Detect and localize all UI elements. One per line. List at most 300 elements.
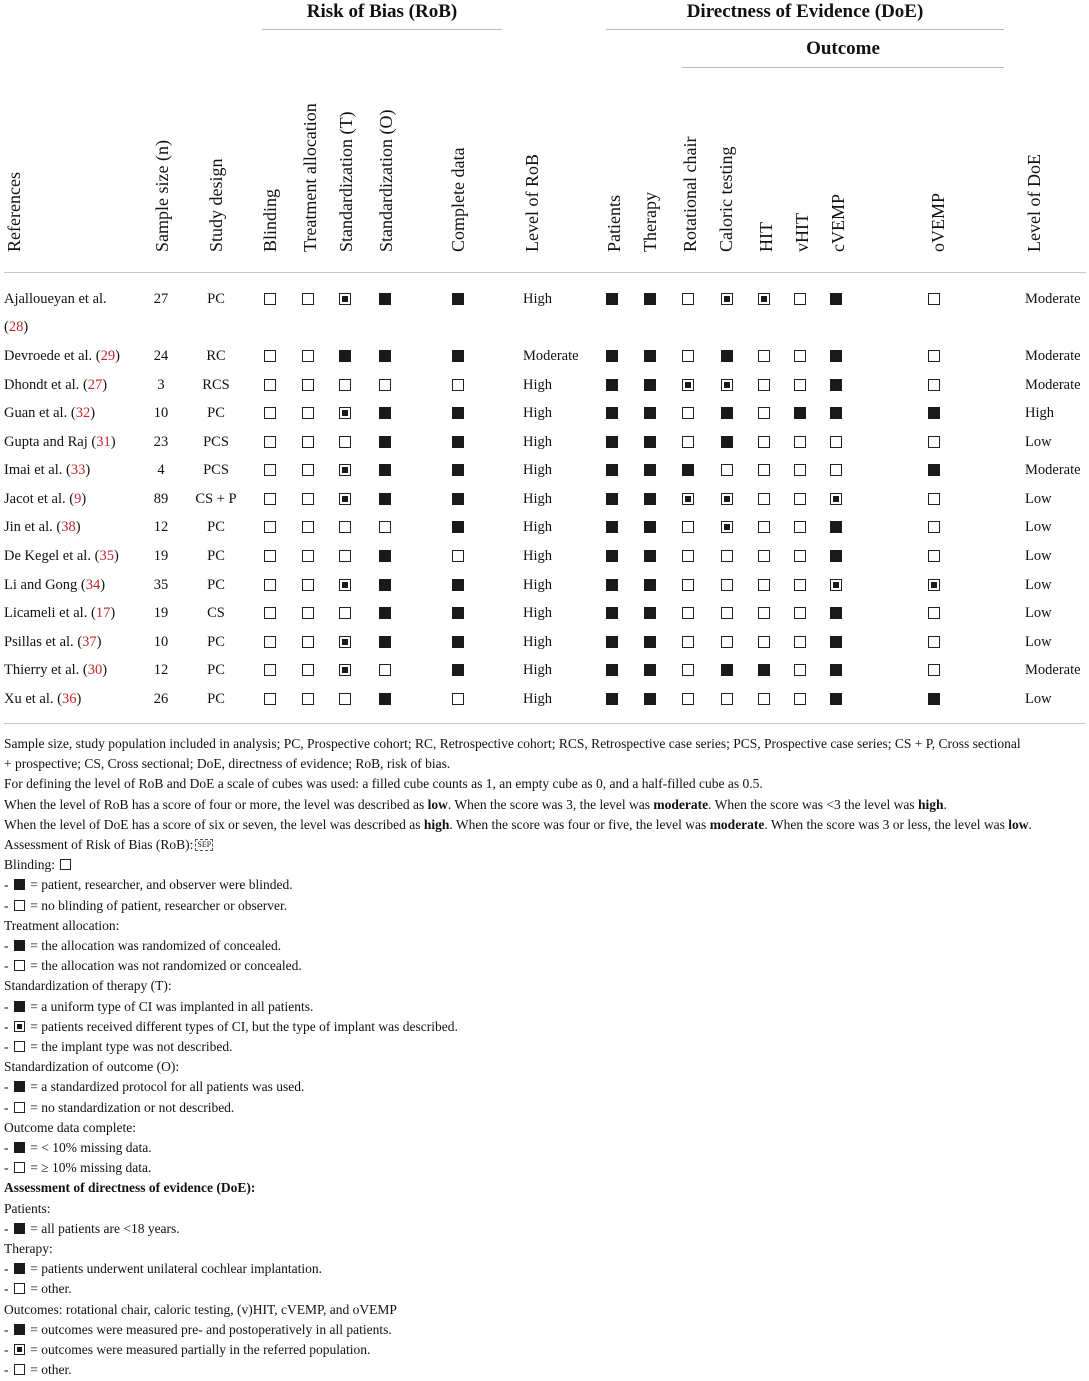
filled-cube-icon bbox=[379, 636, 391, 648]
empty-cube-icon bbox=[339, 379, 351, 391]
empty-cube-icon bbox=[452, 550, 464, 562]
empty-cube-icon bbox=[794, 579, 806, 591]
filled-cube-icon bbox=[379, 693, 391, 705]
reference-author: Psillas et al. bbox=[4, 634, 74, 650]
empty-cube-icon bbox=[264, 550, 276, 562]
empty-cube-icon bbox=[682, 664, 694, 676]
filled-cube-icon bbox=[606, 379, 618, 391]
col-header-level_rob: Level of RoB bbox=[522, 154, 542, 252]
citation-link[interactable]: 17 bbox=[95, 605, 111, 621]
empty-cube-icon bbox=[302, 350, 314, 362]
filled-cube-icon bbox=[379, 436, 391, 448]
empty-cube-icon bbox=[302, 693, 314, 705]
allocation-heading: Treatment allocation: bbox=[4, 917, 120, 933]
study-design-cell: PCS bbox=[203, 434, 229, 450]
half-cube-icon bbox=[339, 293, 351, 305]
outcomes-heading: Outcomes: rotational chair, caloric testing, (v)HIT, cVEMP, and oVEMP bbox=[4, 1301, 397, 1317]
filled-cube-icon bbox=[644, 436, 656, 448]
empty-cube-icon bbox=[264, 493, 276, 505]
level-rob-cell: High bbox=[523, 548, 552, 564]
empty-cube-icon bbox=[452, 693, 464, 705]
level-doe-cell: Moderate bbox=[1025, 348, 1081, 364]
empty-cube-icon bbox=[339, 436, 351, 448]
level-rob-cell: High bbox=[523, 405, 552, 421]
half-cube-icon bbox=[682, 379, 694, 391]
col-header-cal: Caloric testing bbox=[716, 146, 736, 252]
empty-cube-icon bbox=[264, 664, 276, 676]
header-rule bbox=[4, 272, 1086, 273]
study-design-cell: PCS bbox=[203, 462, 229, 478]
std-therapy-full-item: - = a uniform type of CI was implanted in all patients. bbox=[4, 998, 314, 1014]
filled-cube-icon bbox=[379, 464, 391, 476]
empty-cube-icon bbox=[682, 293, 694, 305]
study-design-cell: CS + P bbox=[195, 491, 237, 507]
std-outcome-empty-item: - = no standardization or not described. bbox=[4, 1099, 235, 1115]
empty-cube-icon bbox=[264, 436, 276, 448]
rob-heading: Assessment of Risk of Bias (RoB): SEP bbox=[4, 837, 212, 853]
table-footnotes bbox=[4, 734, 1086, 1381]
filled-cube-icon bbox=[644, 493, 656, 505]
half-cube-icon bbox=[928, 579, 940, 591]
abbrev-line-2: + prospective; CS, Cross sectional; DoE, directness of evidence; RoB, risk of bias. bbox=[4, 756, 451, 772]
std-outcome-full-item: - = a standardized protocol for all patients was used. bbox=[4, 1079, 305, 1095]
reference-author: Licameli et al. bbox=[4, 605, 88, 621]
study-design-cell: RCS bbox=[202, 377, 230, 393]
empty-cube-icon bbox=[302, 379, 314, 391]
reference-author: Xu et al. bbox=[4, 691, 54, 707]
empty-cube-icon bbox=[264, 379, 276, 391]
filled-cube-icon bbox=[644, 350, 656, 362]
empty-cube-icon bbox=[721, 693, 733, 705]
empty-cube-icon bbox=[14, 1283, 25, 1294]
filled-cube-icon bbox=[606, 550, 618, 562]
col-header-rot: Rotational chair bbox=[680, 136, 700, 252]
filled-cube-icon bbox=[794, 407, 806, 419]
empty-cube-icon bbox=[264, 464, 276, 476]
empty-cube-icon bbox=[682, 436, 694, 448]
empty-cube-icon bbox=[758, 521, 770, 533]
empty-cube-icon bbox=[794, 607, 806, 619]
rob-rule-note: When the level of RoB has a score of four or more, the level was described as low. When the score was 3, the level was moderate. When the score was <3 the level was high. bbox=[4, 796, 947, 812]
citation-link[interactable]: 38 bbox=[61, 519, 76, 535]
reference-author: Ajalloueyan et al. bbox=[4, 291, 107, 307]
std-therapy-empty-item: - = the implant type was not described. bbox=[4, 1039, 233, 1055]
reference-cell: Imai et al. (33) bbox=[4, 462, 91, 478]
empty-cube-icon bbox=[14, 1162, 25, 1173]
citation-link[interactable]: 27 bbox=[87, 377, 103, 393]
level-rob-cell: High bbox=[523, 462, 552, 478]
study-design-cell: PC bbox=[207, 405, 225, 421]
reference-author: Li and Gong bbox=[4, 577, 78, 593]
empty-cube-icon bbox=[302, 464, 314, 476]
allocation-full-item: - = the allocation was randomized of concealed. bbox=[4, 938, 282, 954]
study-design-cell: PC bbox=[207, 291, 225, 307]
col-header-hit: HIT bbox=[756, 222, 776, 252]
filled-cube-icon bbox=[644, 521, 656, 533]
reference-author: Jin et al. bbox=[4, 519, 53, 535]
empty-cube-icon bbox=[758, 350, 770, 362]
empty-cube-icon bbox=[682, 636, 694, 648]
empty-cube-icon bbox=[794, 636, 806, 648]
filled-cube-icon bbox=[830, 407, 842, 419]
empty-cube-icon bbox=[339, 550, 351, 562]
filled-cube-icon bbox=[721, 436, 733, 448]
filled-cube-icon bbox=[721, 350, 733, 362]
filled-cube-icon bbox=[14, 1001, 25, 1012]
level-rob-cell: High bbox=[523, 605, 552, 621]
col-header-n: Sample size (n) bbox=[152, 140, 172, 252]
citation-link[interactable]: 36 bbox=[62, 691, 77, 707]
empty-cube-icon bbox=[928, 493, 940, 505]
level-doe-cell: Moderate bbox=[1025, 291, 1081, 307]
level-doe-cell: Low bbox=[1025, 577, 1052, 593]
empty-cube-icon bbox=[682, 607, 694, 619]
filled-cube-icon bbox=[644, 550, 656, 562]
filled-cube-icon bbox=[830, 550, 842, 562]
reference-cell: Licameli et al. (17) bbox=[4, 605, 116, 621]
empty-cube-icon bbox=[264, 636, 276, 648]
outcome-group-label: Outcome bbox=[806, 38, 880, 59]
std-therapy-half-item: - = patients received different types of CI, but the type of implant was described. bbox=[4, 1018, 458, 1034]
empty-cube-icon bbox=[758, 550, 770, 562]
empty-cube-icon bbox=[302, 636, 314, 648]
empty-cube-icon bbox=[682, 407, 694, 419]
complete-heading: Outcome data complete: bbox=[4, 1119, 136, 1135]
level-rob-cell: High bbox=[523, 634, 552, 650]
filled-cube-icon bbox=[379, 550, 391, 562]
filled-cube-icon bbox=[606, 407, 618, 419]
study-design-cell: CS bbox=[207, 605, 225, 621]
filled-cube-icon bbox=[452, 664, 464, 676]
col-header-std_o: Standardization (O) bbox=[376, 109, 396, 252]
filled-cube-icon bbox=[379, 607, 391, 619]
sample-size-cell: 10 bbox=[153, 405, 169, 421]
empty-cube-icon bbox=[758, 464, 770, 476]
filled-cube-icon bbox=[379, 579, 391, 591]
empty-cube-icon bbox=[758, 636, 770, 648]
filled-cube-icon bbox=[379, 350, 391, 362]
filled-cube-icon bbox=[830, 636, 842, 648]
citation-link[interactable]: 33 bbox=[70, 462, 86, 478]
empty-cube-icon bbox=[682, 579, 694, 591]
filled-cube-icon bbox=[644, 407, 656, 419]
abbrev-line-1: Sample size, study population included in analysis; PC, Prospective cohort; RC, Retrospective cohort; RCS, Retrospective case series; PCS, Prospective case series; CS + P, Cross sectional bbox=[4, 736, 1021, 751]
filled-cube-icon bbox=[830, 293, 842, 305]
empty-cube-icon bbox=[794, 350, 806, 362]
level-rob-cell: High bbox=[523, 519, 552, 535]
reference-cell: Psillas et al. (37) bbox=[4, 634, 102, 650]
rob-group-rule bbox=[262, 29, 502, 30]
table-bottom-rule bbox=[4, 723, 1086, 724]
half-cube-icon bbox=[339, 579, 351, 591]
filled-cube-icon bbox=[14, 940, 25, 951]
std-therapy-heading: Standardization of therapy (T): bbox=[4, 978, 172, 994]
empty-cube-icon bbox=[264, 350, 276, 362]
filled-cube-icon bbox=[644, 379, 656, 391]
col-header-therapy: Therapy bbox=[640, 192, 660, 252]
filled-cube-icon bbox=[606, 693, 618, 705]
empty-cube-icon bbox=[682, 693, 694, 705]
empty-cube-icon bbox=[928, 550, 940, 562]
filled-cube-icon bbox=[721, 664, 733, 676]
empty-cube-icon bbox=[264, 607, 276, 619]
empty-cube-icon bbox=[379, 521, 391, 533]
reference-author: Devroede et al. bbox=[4, 348, 93, 364]
filled-cube-icon bbox=[682, 464, 694, 476]
filled-cube-icon bbox=[721, 407, 733, 419]
col-header-ref: References bbox=[4, 172, 24, 252]
filled-cube-icon bbox=[606, 436, 618, 448]
doe-group-rule bbox=[606, 29, 1004, 30]
doe-group-label: Directness of Evidence (DoE) bbox=[686, 1, 924, 22]
citation-link[interactable]: 31 bbox=[96, 434, 111, 450]
reference-cell: Thierry et al. (30) bbox=[4, 662, 108, 678]
col-header-vhit: vHIT bbox=[792, 213, 812, 252]
empty-cube-icon bbox=[339, 607, 351, 619]
reference-cell: Xu et al. (36) bbox=[4, 691, 82, 707]
level-doe-cell: Low bbox=[1025, 548, 1052, 564]
empty-cube-icon bbox=[794, 693, 806, 705]
empty-cube-icon bbox=[928, 636, 940, 648]
level-doe-cell: Low bbox=[1025, 519, 1052, 535]
half-cube-icon bbox=[339, 407, 351, 419]
reference-author: De Kegel et al. bbox=[4, 548, 91, 564]
empty-cube-icon bbox=[302, 521, 314, 533]
outcomes-empty-item: - = other. bbox=[4, 1362, 72, 1378]
empty-cube-icon bbox=[682, 550, 694, 562]
citation-link[interactable]: 34 bbox=[85, 577, 101, 593]
filled-cube-icon bbox=[379, 407, 391, 419]
filled-cube-icon bbox=[606, 293, 618, 305]
empty-cube-icon bbox=[928, 436, 940, 448]
empty-cube-icon bbox=[264, 693, 276, 705]
sample-size-cell: 19 bbox=[153, 548, 169, 564]
level-doe-cell: Moderate bbox=[1025, 662, 1081, 678]
reference-cell: Gupta and Raj (31) bbox=[4, 434, 116, 450]
level-doe-cell: Moderate bbox=[1025, 377, 1081, 393]
reference-author: Guan et al. bbox=[4, 405, 68, 421]
empty-cube-icon bbox=[794, 293, 806, 305]
outcomes-full-item: - = outcomes were measured pre- and postoperatively in all patients. bbox=[4, 1321, 392, 1337]
empty-cube-icon bbox=[721, 579, 733, 591]
reference-cell: Guan et al. (32) bbox=[4, 405, 96, 421]
study-design-cell: PC bbox=[207, 519, 225, 535]
half-cube-icon bbox=[14, 1344, 25, 1355]
empty-cube-icon bbox=[928, 664, 940, 676]
col-header-std_t: Standardization (T) bbox=[336, 111, 356, 252]
citation-link[interactable]: 29 bbox=[100, 348, 116, 364]
empty-cube-icon bbox=[264, 293, 276, 305]
sample-size-cell: 4 bbox=[157, 462, 165, 478]
empty-cube-icon bbox=[302, 664, 314, 676]
level-rob-cell: High bbox=[523, 491, 552, 507]
empty-cube-icon bbox=[14, 960, 25, 971]
therapy-empty-item: - = other. bbox=[4, 1281, 72, 1297]
half-cube-icon bbox=[339, 464, 351, 476]
filled-cube-icon bbox=[14, 1142, 25, 1153]
filled-cube-icon bbox=[14, 1324, 25, 1335]
filled-cube-icon bbox=[830, 379, 842, 391]
empty-cube-icon bbox=[758, 493, 770, 505]
blinding-heading: Blinding: bbox=[4, 855, 1086, 875]
sample-size-cell: 12 bbox=[153, 519, 169, 535]
col-header-allocation: Treatment allocation bbox=[300, 103, 320, 252]
sample-size-cell: 3 bbox=[157, 377, 165, 393]
reference-cell: Devroede et al. (29) bbox=[4, 348, 120, 364]
col-header-ovemp: oVEMP bbox=[928, 192, 948, 252]
filled-cube-icon bbox=[606, 607, 618, 619]
filled-cube-icon bbox=[606, 636, 618, 648]
filled-cube-icon bbox=[644, 464, 656, 476]
half-cube-icon bbox=[830, 579, 842, 591]
reference-cell: Dhondt et al. (27) bbox=[4, 377, 108, 393]
filled-cube-icon bbox=[644, 664, 656, 676]
filled-cube-icon bbox=[644, 693, 656, 705]
doe-rule-note: When the level of DoE has a score of six or seven, the level was described as high. When the score was four or five, the level was moderate. When the score was 3 or less, the level was low. bbox=[4, 816, 1032, 832]
reference-cell: Jin et al. (38) bbox=[4, 519, 81, 535]
empty-cube-icon bbox=[379, 379, 391, 391]
sample-size-cell: 19 bbox=[153, 605, 169, 621]
outcomes-half-item: - = outcomes were measured partially in the referred population. bbox=[4, 1342, 371, 1358]
citation-link[interactable]: 30 bbox=[87, 662, 103, 678]
therapy-full-item: - = patients underwent unilateral cochlear implantation. bbox=[4, 1261, 323, 1277]
half-cube-icon bbox=[721, 493, 733, 505]
empty-cube-icon bbox=[830, 436, 842, 448]
sample-size-cell: 10 bbox=[153, 634, 169, 650]
col-header-level_doe: Level of DoE bbox=[1024, 154, 1044, 252]
empty-cube-icon bbox=[758, 607, 770, 619]
empty-cube-icon bbox=[758, 436, 770, 448]
empty-cube-icon bbox=[758, 693, 770, 705]
study-design-cell: PC bbox=[207, 662, 225, 678]
filled-cube-icon bbox=[644, 607, 656, 619]
reference-author: Jacot et al. bbox=[4, 491, 66, 507]
filled-cube-icon bbox=[928, 693, 940, 705]
filled-cube-icon bbox=[830, 350, 842, 362]
level-rob-cell: Moderate bbox=[523, 348, 579, 364]
filled-cube-icon bbox=[928, 464, 940, 476]
filled-cube-icon bbox=[452, 293, 464, 305]
col-header-design: Study design bbox=[206, 158, 226, 252]
empty-cube-icon bbox=[302, 550, 314, 562]
filled-cube-icon bbox=[606, 464, 618, 476]
citation-link[interactable]: 28 bbox=[8, 319, 24, 335]
level-doe-cell: Low bbox=[1025, 434, 1052, 450]
filled-cube-icon bbox=[606, 664, 618, 676]
empty-cube-icon bbox=[758, 407, 770, 419]
reference-author: Dhondt et al. bbox=[4, 377, 80, 393]
empty-cube-icon bbox=[264, 579, 276, 591]
empty-cube-icon bbox=[452, 379, 464, 391]
std-outcome-heading: Standardization of outcome (O): bbox=[4, 1059, 180, 1075]
half-cube-icon bbox=[339, 664, 351, 676]
level-doe-cell: High bbox=[1025, 405, 1054, 421]
rob-group-label: Risk of Bias (RoB) bbox=[306, 1, 458, 22]
sample-size-cell: 26 bbox=[153, 691, 169, 707]
reference-cell: De Kegel et al. (35) bbox=[4, 548, 119, 564]
empty-cube-icon bbox=[794, 379, 806, 391]
half-cube-icon bbox=[758, 293, 770, 305]
empty-cube-icon bbox=[794, 436, 806, 448]
filled-cube-icon bbox=[379, 293, 391, 305]
sample-size-cell: 23 bbox=[153, 434, 169, 450]
empty-cube-icon bbox=[339, 521, 351, 533]
reference-author: Imai et al. bbox=[4, 462, 63, 478]
empty-cube-icon bbox=[264, 407, 276, 419]
reference-author: Thierry et al. bbox=[4, 662, 80, 678]
sample-size-cell: 27 bbox=[153, 291, 169, 307]
empty-cube-icon bbox=[379, 664, 391, 676]
sample-size-cell: 12 bbox=[153, 662, 169, 678]
filled-cube-icon bbox=[606, 521, 618, 533]
filled-cube-icon bbox=[830, 521, 842, 533]
half-cube-icon bbox=[721, 521, 733, 533]
patients-heading: Patients: bbox=[4, 1200, 51, 1216]
col-header-blinding: Blinding bbox=[260, 188, 280, 252]
level-rob-cell: High bbox=[523, 434, 552, 450]
empty-cube-icon bbox=[682, 521, 694, 533]
study-design-cell: PC bbox=[207, 548, 225, 564]
empty-cube-icon bbox=[721, 636, 733, 648]
filled-cube-icon bbox=[452, 579, 464, 591]
citation-link[interactable]: 9 bbox=[74, 491, 82, 507]
empty-cube-icon bbox=[830, 464, 842, 476]
citation-link[interactable]: 35 bbox=[99, 548, 114, 564]
citation-link[interactable]: 37 bbox=[82, 634, 97, 650]
filled-cube-icon bbox=[452, 636, 464, 648]
therapy-heading: Therapy: bbox=[4, 1241, 53, 1257]
empty-cube-icon bbox=[264, 521, 276, 533]
empty-cube-icon bbox=[721, 464, 733, 476]
citation-link[interactable]: 32 bbox=[75, 405, 91, 421]
level-rob-cell: High bbox=[523, 291, 552, 307]
empty-cube-icon bbox=[302, 436, 314, 448]
allocation-empty-item: - = the allocation was not randomized or concealed. bbox=[4, 958, 302, 974]
empty-cube-icon bbox=[302, 293, 314, 305]
empty-cube-icon bbox=[794, 550, 806, 562]
filled-cube-icon bbox=[606, 579, 618, 591]
patients-full-item: - = all patients are <18 years. bbox=[4, 1220, 180, 1236]
sample-size-cell: 35 bbox=[153, 577, 169, 593]
level-doe-cell: Low bbox=[1025, 605, 1052, 621]
filled-cube-icon bbox=[644, 579, 656, 591]
empty-cube-icon bbox=[928, 607, 940, 619]
half-cube-icon bbox=[14, 1021, 25, 1032]
empty-cube-icon bbox=[928, 521, 940, 533]
sep-glyph: SEP bbox=[197, 840, 212, 850]
empty-cube-icon bbox=[758, 579, 770, 591]
level-doe-cell: Low bbox=[1025, 691, 1052, 707]
filled-cube-icon bbox=[452, 464, 464, 476]
empty-cube-icon bbox=[60, 859, 71, 870]
filled-cube-icon bbox=[830, 664, 842, 676]
col-header-complete: Complete data bbox=[448, 147, 468, 252]
filled-cube-icon bbox=[14, 879, 25, 890]
complete-empty-item: - = ≥ 10% missing data. bbox=[4, 1160, 152, 1176]
empty-cube-icon bbox=[928, 379, 940, 391]
level-doe-cell: Low bbox=[1025, 634, 1052, 650]
empty-cube-icon bbox=[721, 607, 733, 619]
col-header-cvemp: cVEMP bbox=[828, 194, 848, 252]
study-design-cell: PC bbox=[207, 691, 225, 707]
filled-cube-icon bbox=[452, 407, 464, 419]
empty-cube-icon bbox=[14, 1041, 25, 1052]
study-design-cell: RC bbox=[206, 348, 226, 364]
filled-cube-icon bbox=[928, 407, 940, 419]
reference-author: Gupta and Raj bbox=[4, 434, 88, 450]
empty-cube-icon bbox=[302, 607, 314, 619]
empty-cube-icon bbox=[302, 493, 314, 505]
